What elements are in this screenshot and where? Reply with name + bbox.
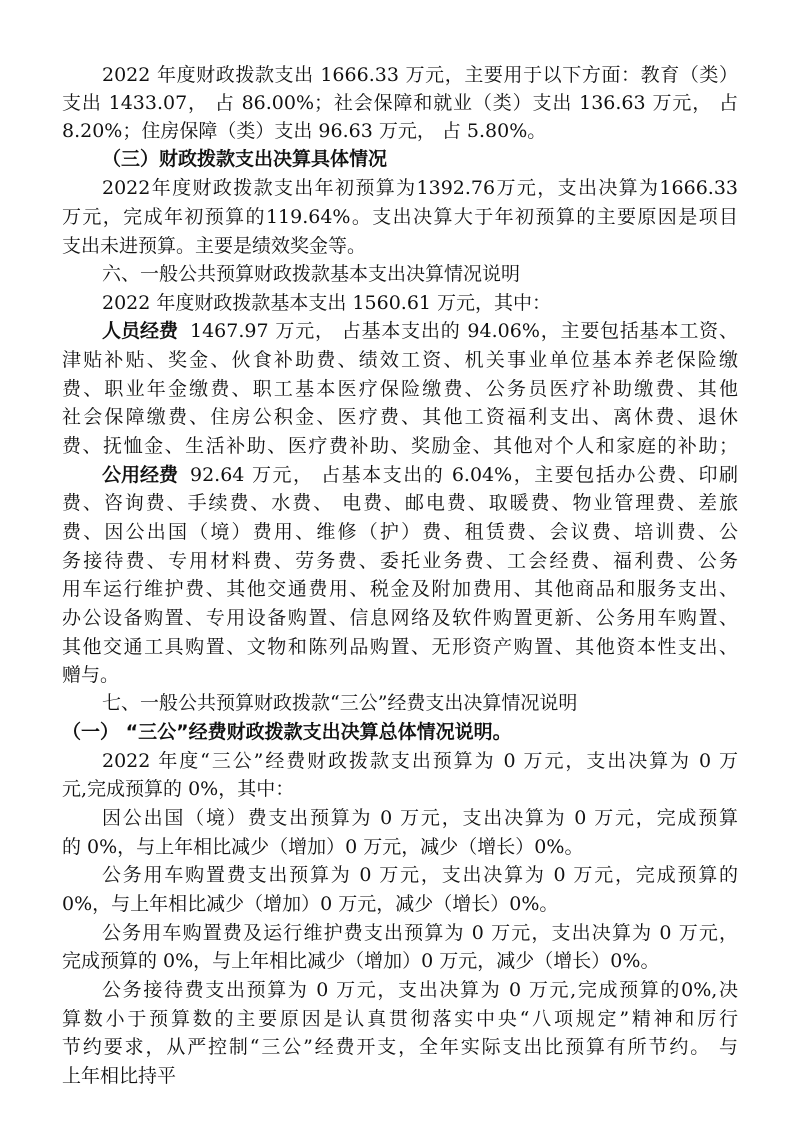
paragraph-line: 万元，完成年初预算的119.64%。支出决算大于年初预算的主要原因是项目	[62, 206, 738, 228]
paragraph-line: 8.20%；住房保障（类）支出 96.63 万元， 占 5.80%。	[62, 120, 547, 142]
paragraph-line: 费、咨询费、手续费、水费、 电费、邮电费、取暖费、物业管理费、差旅	[62, 492, 738, 514]
paragraph-line: 赠与。	[62, 664, 120, 686]
paragraph-line: 公务接待费支出预算为 0 万元，支出决算为 0 万元,完成预算的0%,决	[102, 979, 738, 1001]
paragraph-line: 完成预算的 0%，与上年相比减少（增加）0 万元，减少（增长）0%。	[62, 950, 660, 972]
paragraph-line: 2022 年度财政拨款支出 1666.33 万元，主要用于以下方面：教育（类）	[102, 64, 738, 86]
paragraph-line: 用车运行维护费、其他交通费用、税金及附加费用、其他商品和服务支出、	[62, 578, 738, 600]
paragraph-line: 支出未进预算。主要是绩效奖金等。	[62, 235, 367, 257]
paragraph-line: 其他交通工具购置、文物和陈列品购置、无形资产购置、其他资本性支出、	[62, 636, 738, 658]
paragraph-line: 因公出国（境）费支出预算为 0 万元，支出决算为 0 万元，完成预算	[102, 807, 738, 829]
paragraph-line: 支出 1433.07， 占 86.00%；社会保障和就业（类）支出 136.63 万元， 占	[62, 92, 738, 114]
paragraph-line: 2022年度财政拨款支出年初预算为1392.76万元，支出决算为1666.33	[102, 177, 738, 199]
section-heading: 六、一般公共预算财政拨款基本支出决算情况说明	[102, 263, 521, 285]
paragraph-line: 费、抚恤金、生活补助、医疗费补助、奖励金、其他对个人和家庭的补助；	[62, 435, 738, 457]
paragraph-line: 节约要求，从严控制“三公”经费开支，全年实际支出比预算有所节约。 与	[62, 1036, 738, 1058]
subsection-heading: （一） “三公”经费财政拨款支出决算总体情况说明。	[62, 721, 512, 743]
paragraph-line: 社会保障缴费、住房公积金、医疗费、其他工资福利支出、离休费、退休	[62, 406, 738, 428]
paragraph-line: 费、因公出国（境）费用、维修（护）费、租赁费、会议费、培训费、公	[62, 521, 738, 543]
paragraph-line: 92.64 万元， 占基本支出的 6.04%，主要包括办公费、印刷	[190, 464, 738, 486]
paragraph-line: 1467.97 万元， 占基本支出的 94.06%，主要包括基本工资、	[190, 320, 738, 342]
section-heading: （三）财政拨款支出决算具体情况	[102, 148, 388, 170]
paragraph-line: 津贴补贴、奖金、伙食补助费、绩效工资、机关事业单位基本养老保险缴	[62, 349, 738, 371]
paragraph-line: 务接待费、专用材料费、劳务费、委托业务费、工会经费、福利费、公务	[62, 550, 738, 572]
paragraph-line: 的 0%，与上年相比减少（增加）0 万元，减少（增长）0%。	[62, 836, 584, 858]
paragraph-line: 2022 年度财政拨款基本支出 1560.61 万元，其中：	[102, 292, 552, 314]
paragraph-line: 元,完成预算的 0%，其中：	[62, 778, 295, 800]
paragraph-line: 2022 年度“三公”经费财政拨款支出预算为 0 万元，支出决算为 0 万	[102, 750, 738, 772]
paragraph-line: 公务用车购置费及运行维护费支出预算为 0 万元，支出决算为 0 万元，	[102, 922, 738, 944]
paragraph-line: 公务用车购置费支出预算为 0 万元，支出决算为 0 万元，完成预算的	[102, 864, 738, 886]
personnel-label: 人员经费	[102, 320, 179, 342]
paragraph-line: 0%，与上年相比减少（增加）0 万元，减少（增长）0%。	[62, 893, 559, 915]
public-label: 公用经费	[102, 464, 179, 486]
paragraph-line: 费、职业年金缴费、职工基本医疗保险缴费、公务员医疗补助缴费、其他	[62, 378, 738, 400]
paragraph-line: 上年相比持平	[62, 1065, 177, 1087]
paragraph-line: 办公设备购置、专用设备购置、信息网络及软件购置更新、公务用车购置、	[62, 607, 738, 629]
section-heading: 七、一般公共预算财政拨款“三公”经费支出决算情况说明	[102, 692, 578, 714]
paragraph-line: 算数小于预算数的主要原因是认真贯彻落实中央“八项规定”精神和厉行	[62, 1008, 738, 1030]
